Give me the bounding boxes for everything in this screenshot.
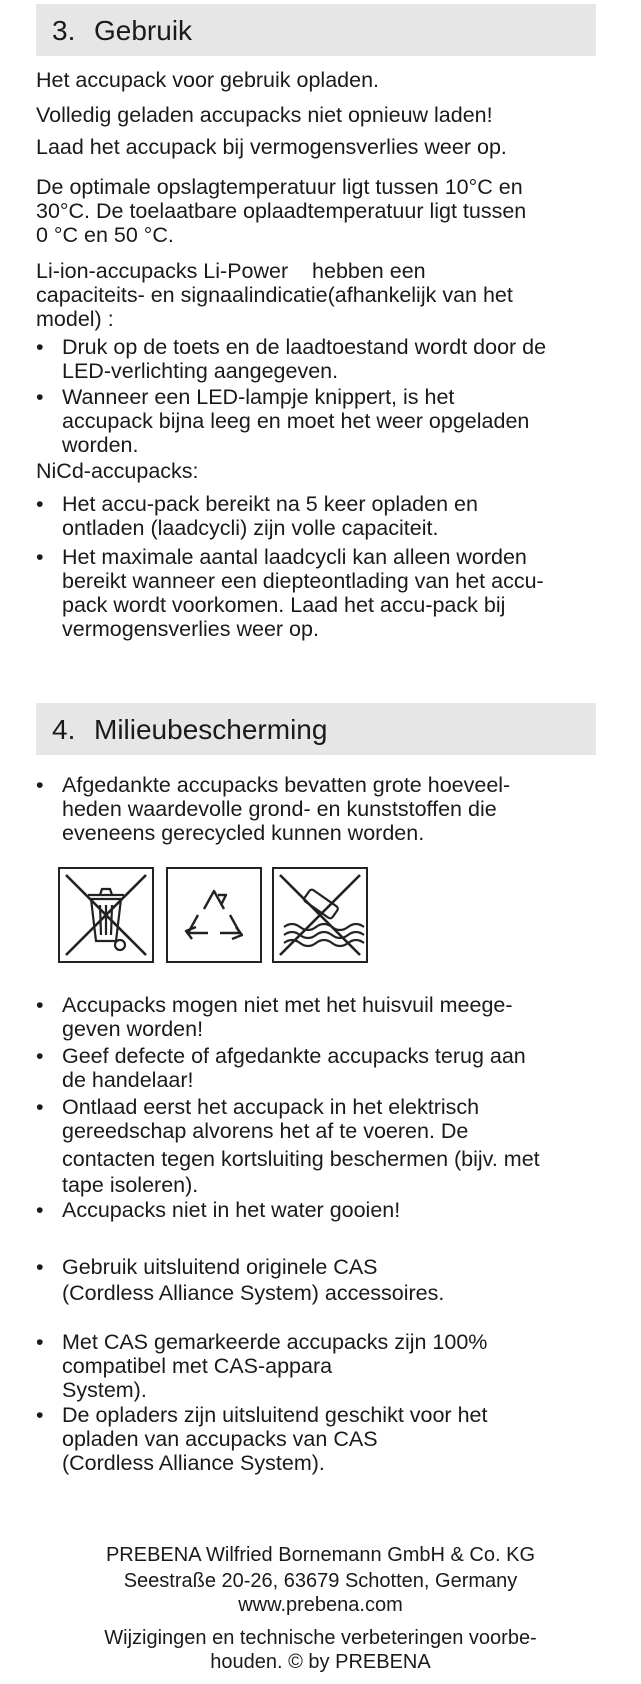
list-item-line: Geef defecte of afgedankte accupacks terug aan [62,1044,526,1068]
recycling-arrows-icon [166,867,262,963]
list-item-line: Ontlaad eerst het accupack in het elektrisch [62,1095,480,1119]
list-item-line: System). [62,1378,147,1402]
list-item-line: (Cordless Alliance System) accessoires. [62,1281,445,1305]
footer-address: Seestraße 20-26, 63679 Schotten, Germany [123,1570,518,1592]
paragraph-temperature-line: 0 °C en 50 °C. [36,223,174,247]
section-header-milieubescherming [36,703,596,755]
paragraph-temperature-line: 30°C. De toelaatbare oplaadtemperatuur ligt tussen [36,199,527,223]
section-number: 3. [52,15,76,46]
bullet: • [36,773,44,797]
bullet: • [36,385,44,409]
footer-notice-line: houden. © by PREBENA [210,1651,431,1673]
liion-intro-line: capaciteits- en signaalindicatie(afhankelijk van het [36,283,513,307]
footer-website: www.prebena.com [238,1594,403,1616]
liion-intro-line: model) : [36,307,114,331]
paragraph-no-recharge: Volledig geladen accupacks niet opnieuw laden! [36,103,493,127]
list-item-line: (Cordless Alliance System). [62,1451,325,1475]
crossed-out-wheelie-bin-icon [58,867,154,963]
bullet: • [36,335,44,359]
section-header-gebruik [36,4,596,56]
list-item-line: Met CAS gemarkeerde accupacks zijn 100% [62,1330,488,1354]
section-number: 4. [52,714,76,745]
list-item-line: accupack bijna leeg en moet het weer opgeladen [62,409,530,433]
list-item-line: LED-verlichting aangegeven. [62,359,339,383]
list-item-line: vermogensverlies weer op. [62,617,319,641]
list-item-line: Druk op de toets en de laadtoestand wordt door de [62,335,547,359]
bullet: • [36,1044,44,1068]
list-item-line: Het maximale aantal laadcycli kan alleen worden [62,545,527,569]
footer-company: PREBENA Wilfried Bornemann GmbH & Co. KG [105,1544,536,1566]
nicd-intro: NiCd-accupacks: [36,459,199,483]
bullet: • [36,1198,44,1222]
list-item-line: eveneens gerecycled kunnen worden. [62,821,425,845]
footer-notice-line: Wijzigingen en technische verbeteringen voorbe- [104,1627,537,1649]
list-item-line: Accupacks niet in het water gooien! [62,1198,401,1222]
bullet: • [36,492,44,516]
list-item-line: Gebruik uitsluitend originele CAS [62,1255,378,1279]
section-title: Gebruik [94,15,193,46]
paragraph-recharge-on-loss: Laad het accupack bij vermogensverlies weer op. [36,135,507,159]
list-item-line: tape isoleren). [62,1173,199,1197]
liion-intro-line: Li-ion-accupacks Li-Power hebben een [36,259,426,283]
bullet: • [36,1255,44,1279]
list-item-line: worden. [62,433,139,457]
list-item-line: Afgedankte accupacks bevatten grote hoeveel- [62,773,511,797]
list-item-line: de handelaar! [62,1068,194,1092]
bullet: • [36,993,44,1017]
list-item-line: Wanneer een LED-lampje knippert, is het [62,385,455,409]
list-item-line: bereikt wanneer een diepteontlading van het accu- [62,569,544,593]
paragraph-temperature-line: De optimale opslagtemperatuur ligt tussen 10°C en [36,175,523,199]
section-title: Milieubescherming [94,714,328,745]
list-item-line: pack wordt voorkomen. Laad het accu-pack bij [62,593,506,617]
bullet: • [36,1095,44,1119]
list-item-line: compatibel met CAS-appara [62,1354,333,1378]
list-item-line: geven worden! [62,1017,204,1041]
list-item-line: gereedschap alvorens het af te voeren. De [62,1119,469,1143]
list-item-line: Accupacks mogen niet met het huisvuil meege- [62,993,513,1017]
bullet: • [36,1403,44,1427]
list-item-line: heden waardevolle grond- en kunststoffen die [62,797,497,821]
bullet: • [36,545,44,569]
paragraph-charge-before-use: Het accupack voor gebruik opladen. [36,68,380,92]
list-item-line: contacten tegen kortsluiting beschermen (bijv. met [62,1147,540,1171]
list-item-line: De opladers zijn uitsluitend geschikt voor het [62,1403,488,1427]
no-water-disposal-icon [272,867,368,963]
list-item-line: Het accu-pack bereikt na 5 keer opladen en [62,492,478,516]
bullet: • [36,1330,44,1354]
list-item-line: opladen van accupacks van CAS [62,1427,378,1451]
list-item-line: ontladen (laadcycli) zijn volle capaciteit. [62,516,439,540]
